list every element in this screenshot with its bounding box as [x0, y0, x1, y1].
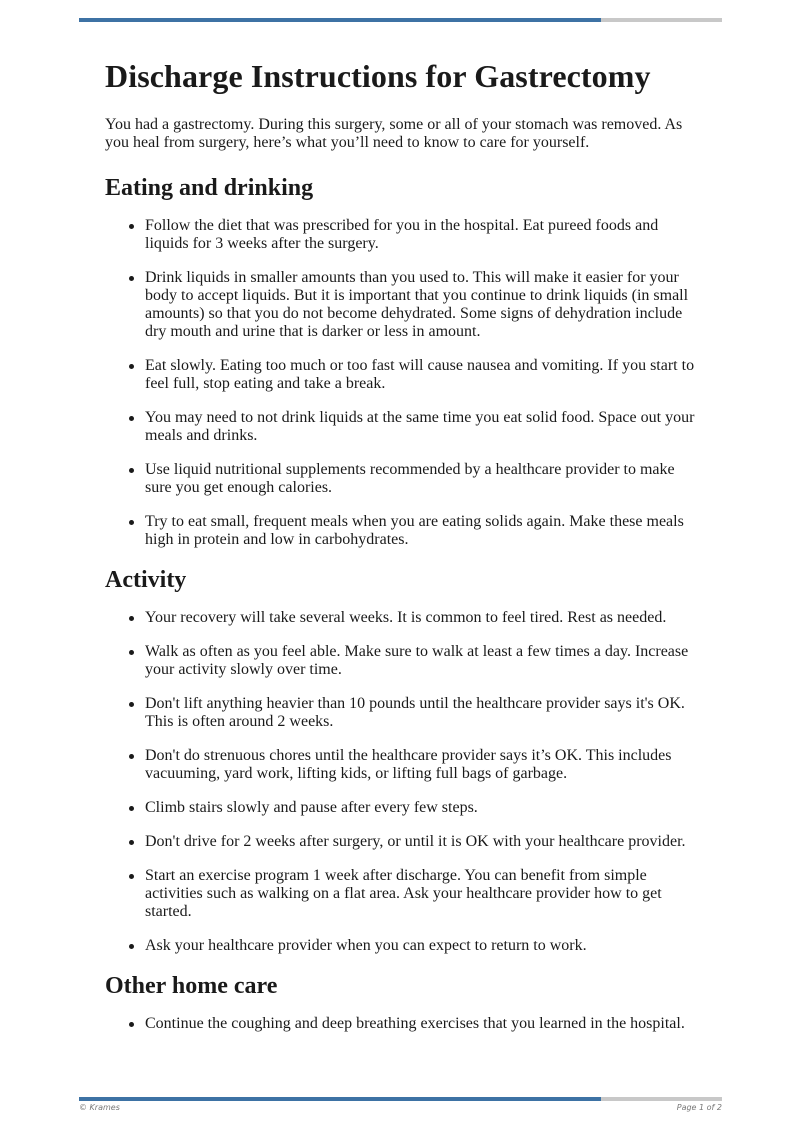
list-item-text: Don't do strenuous chores until the healthcare provider says it’s OK. This includes vacuuming, yard work, lifting kids, or lifting full bags of garbage.	[145, 747, 672, 782]
section-heading-other-home-care: Other home care	[105, 973, 278, 999]
list-item	[105, 357, 705, 393]
bullet-icon	[129, 616, 134, 621]
bullet-icon	[129, 806, 134, 811]
list-item-text: Climb stairs slowly and pause after every few steps.	[145, 799, 478, 816]
list-item-text: Walk as often as you feel able. Make sure to walk at least a few times a day. Increase your activity slowly over time.	[145, 643, 689, 678]
bullet-icon	[129, 224, 134, 229]
list-item-text: Drink liquids in smaller amounts than you used to. This will make it easier for your body to accept liquids. But it is important that you continue to drink liquids (in small amounts) so that you do not become dehydrated. Some signs of dehydration include dry mouth and urine that is darker or less in amount.	[145, 269, 689, 340]
list-item-text: Ask your healthcare provider when you can expect to return to work.	[145, 937, 587, 954]
list-item	[105, 409, 705, 445]
section-list-activity	[105, 609, 705, 955]
list-item	[105, 695, 705, 731]
footer-copyright: © Krames	[79, 1103, 120, 1112]
footer-page-number: Page 1 of 2	[676, 1103, 722, 1112]
bullet-icon	[129, 364, 134, 369]
bullet-icon	[129, 468, 134, 473]
list-item	[105, 513, 705, 549]
list-item-text: Eat slowly. Eating too much or too fast will cause nausea and vomiting. If you start to feel full, stop eating and take a break.	[145, 357, 695, 392]
list-item-text: Your recovery will take several weeks. It is common to feel tired. Rest as needed.	[145, 609, 667, 626]
footer-rule	[79, 1097, 722, 1101]
header-rule-accent	[79, 18, 601, 22]
list-item	[105, 609, 705, 627]
list-item-text: Follow the diet that was prescribed for you in the hospital. Eat pureed foods and liquids for 3 weeks after the surgery.	[145, 217, 659, 252]
list-item-text: Try to eat small, frequent meals when you are eating solids again. Make these meals high in protein and low in carbohydrates.	[145, 513, 684, 548]
bullet-icon	[129, 702, 134, 707]
bullet-icon	[129, 650, 134, 655]
list-item	[105, 867, 705, 921]
intro-paragraph: You had a gastrectomy. During this surgery, some or all of your stomach was removed. As you heal from surgery, here’s what you’ll need to know to care for yourself.	[105, 116, 683, 151]
list-item-text: Don't drive for 2 weeks after surgery, or until it is OK with your healthcare provider.	[145, 833, 686, 850]
bullet-icon	[129, 874, 134, 879]
list-item	[105, 217, 705, 253]
list-item	[105, 833, 705, 851]
section-heading-activity: Activity	[105, 567, 187, 593]
list-item	[105, 799, 705, 817]
document-body	[105, 54, 705, 1049]
bullet-icon	[129, 754, 134, 759]
list-item	[105, 643, 705, 679]
list-item	[105, 461, 705, 497]
list-item-text: Start an exercise program 1 week after discharge. You can benefit from simple activities such as walking on a flat area. Ask your healthcare provider how to get started.	[145, 867, 662, 920]
bullet-icon	[129, 416, 134, 421]
header-rule	[79, 18, 722, 22]
list-item	[105, 747, 705, 783]
bullet-icon	[129, 944, 134, 949]
section-list-other-home-care	[105, 1015, 705, 1033]
list-item-text: You may need to not drink liquids at the same time you eat solid food. Space out your meals and drinks.	[145, 409, 695, 444]
section-list-eating	[105, 217, 705, 549]
list-item	[105, 937, 705, 955]
list-item-text: Use liquid nutritional supplements recommended by a healthcare provider to make sure you get enough calories.	[145, 461, 675, 496]
list-item	[105, 1015, 705, 1033]
section-heading-eating: Eating and drinking	[105, 175, 314, 201]
list-item	[105, 269, 705, 341]
bullet-icon	[129, 276, 134, 281]
list-item-text: Continue the coughing and deep breathing exercises that you learned in the hospital.	[145, 1015, 685, 1032]
page-title: Discharge Instructions for Gastrectomy	[105, 58, 651, 94]
list-item-text: Don't lift anything heavier than 10 pounds until the healthcare provider says it's OK. This is often around 2 weeks.	[145, 695, 685, 730]
bullet-icon	[129, 840, 134, 845]
bullet-icon	[129, 1022, 134, 1027]
bullet-icon	[129, 520, 134, 525]
footer-rule-accent	[79, 1097, 601, 1101]
